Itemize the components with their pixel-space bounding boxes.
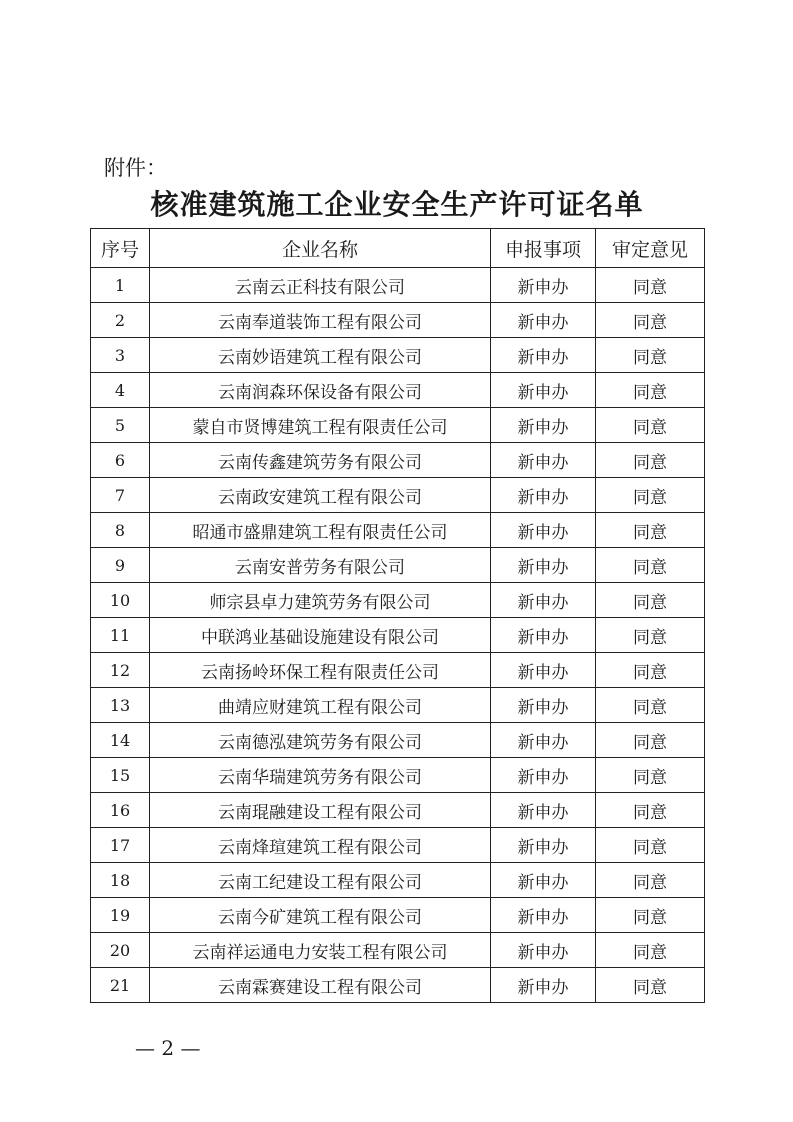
row-application-item-cell: 新申办 [491,303,596,338]
table-row [91,933,705,968]
row-company-name-cell: 云南政安建筑工程有限公司 [150,478,491,513]
row-seq-cell: 1 [91,268,150,303]
table-row [91,688,705,723]
table-row [91,303,705,338]
row-application-item-cell: 新申办 [491,723,596,758]
row-application-item-cell: 新申办 [491,408,596,443]
table-row [91,758,705,793]
header-seq: 序号 [91,229,150,268]
row-seq-cell: 2 [91,303,150,338]
attachment-label: 附件： [104,156,167,180]
row-application-item-cell: 新申办 [491,933,596,968]
table-row [91,443,705,478]
row-seq-cell: 18 [91,863,150,898]
row-seq-cell: 5 [91,408,150,443]
row-application-item-cell: 新申办 [491,618,596,653]
row-seq-cell: 9 [91,548,150,583]
row-company-name-cell: 曲靖应财建筑工程有限公司 [150,688,491,723]
row-company-name-cell: 云南妙语建筑工程有限公司 [150,338,491,373]
table-header-row [91,229,705,268]
header-application-item: 申报事项 [491,229,596,268]
row-application-item-cell: 新申办 [491,828,596,863]
row-application-item-cell: 新申办 [491,583,596,618]
table-row [91,548,705,583]
table-row [91,338,705,373]
table-row [91,828,705,863]
row-review-opinion-cell: 同意 [596,373,705,408]
row-application-item-cell: 新申办 [491,898,596,933]
row-seq-cell: 4 [91,373,150,408]
row-application-item-cell: 新申办 [491,688,596,723]
row-company-name-cell: 云南润森环保设备有限公司 [150,373,491,408]
row-seq-cell: 19 [91,898,150,933]
table-body [91,268,705,1003]
row-seq-cell: 15 [91,758,150,793]
table-row [91,653,705,688]
table-row [91,793,705,828]
header-company-name: 企业名称 [150,229,491,268]
row-seq-cell: 21 [91,968,150,1003]
row-company-name-cell: 云南华瑞建筑劳务有限公司 [150,758,491,793]
row-seq-cell: 7 [91,478,150,513]
row-review-opinion-cell: 同意 [596,688,705,723]
row-seq-cell: 20 [91,933,150,968]
row-seq-cell: 12 [91,653,150,688]
row-review-opinion-cell: 同意 [596,303,705,338]
row-application-item-cell: 新申办 [491,513,596,548]
row-review-opinion-cell: 同意 [596,478,705,513]
row-seq-cell: 17 [91,828,150,863]
table-row [91,723,705,758]
row-company-name-cell: 云南德泓建筑劳务有限公司 [150,723,491,758]
row-company-name-cell: 云南传鑫建筑劳务有限公司 [150,443,491,478]
row-review-opinion-cell: 同意 [596,758,705,793]
row-review-opinion-cell: 同意 [596,968,705,1003]
table-row [91,478,705,513]
table-row [91,618,705,653]
row-company-name-cell: 云南琨融建设工程有限公司 [150,793,491,828]
row-company-name-cell: 云南云正科技有限公司 [150,268,491,303]
row-company-name-cell: 云南祥运通电力安装工程有限公司 [150,933,491,968]
row-application-item-cell: 新申办 [491,478,596,513]
row-review-opinion-cell: 同意 [596,653,705,688]
table-row [91,408,705,443]
row-review-opinion-cell: 同意 [596,863,705,898]
page-number: — 2 — [135,1036,201,1060]
table-row [91,968,705,1003]
row-company-name-cell: 云南烽瑄建筑工程有限公司 [150,828,491,863]
row-review-opinion-cell: 同意 [596,723,705,758]
row-review-opinion-cell: 同意 [596,898,705,933]
row-seq-cell: 8 [91,513,150,548]
row-application-item-cell: 新申办 [491,268,596,303]
row-review-opinion-cell: 同意 [596,338,705,373]
row-seq-cell: 13 [91,688,150,723]
row-review-opinion-cell: 同意 [596,443,705,478]
table-row [91,513,705,548]
row-seq-cell: 6 [91,443,150,478]
row-company-name-cell: 云南工纪建设工程有限公司 [150,863,491,898]
row-company-name-cell: 昭通市盛鼎建筑工程有限责任公司 [150,513,491,548]
row-company-name-cell: 云南安普劳务有限公司 [150,548,491,583]
table-row [91,268,705,303]
row-company-name-cell: 云南今矿建筑工程有限公司 [150,898,491,933]
row-application-item-cell: 新申办 [491,373,596,408]
row-review-opinion-cell: 同意 [596,793,705,828]
row-application-item-cell: 新申办 [491,548,596,583]
row-review-opinion-cell: 同意 [596,583,705,618]
row-seq-cell: 16 [91,793,150,828]
row-review-opinion-cell: 同意 [596,513,705,548]
row-company-name-cell: 师宗县卓力建筑劳务有限公司 [150,583,491,618]
row-application-item-cell: 新申办 [491,863,596,898]
row-application-item-cell: 新申办 [491,653,596,688]
row-company-name-cell: 蒙自市贤博建筑工程有限责任公司 [150,408,491,443]
row-seq-cell: 14 [91,723,150,758]
row-review-opinion-cell: 同意 [596,828,705,863]
row-application-item-cell: 新申办 [491,793,596,828]
row-review-opinion-cell: 同意 [596,268,705,303]
row-application-item-cell: 新申办 [491,338,596,373]
row-seq-cell: 11 [91,618,150,653]
row-company-name-cell: 云南霖赛建设工程有限公司 [150,968,491,1003]
table-row [91,583,705,618]
row-application-item-cell: 新申办 [491,443,596,478]
row-review-opinion-cell: 同意 [596,548,705,583]
row-application-item-cell: 新申办 [491,758,596,793]
document-title: 核准建筑施工企业安全生产许可证名单 [150,188,644,221]
row-review-opinion-cell: 同意 [596,618,705,653]
table-row [91,373,705,408]
row-seq-cell: 3 [91,338,150,373]
header-review-opinion: 审定意见 [596,229,705,268]
row-company-name-cell: 云南扬岭环保工程有限责任公司 [150,653,491,688]
row-application-item-cell: 新申办 [491,968,596,1003]
table-row [91,863,705,898]
row-review-opinion-cell: 同意 [596,933,705,968]
row-review-opinion-cell: 同意 [596,408,705,443]
table-row [91,898,705,933]
row-seq-cell: 10 [91,583,150,618]
row-company-name-cell: 云南奉道装饰工程有限公司 [150,303,491,338]
row-company-name-cell: 中联鸿业基础设施建设有限公司 [150,618,491,653]
license-roster-table [90,228,705,1003]
